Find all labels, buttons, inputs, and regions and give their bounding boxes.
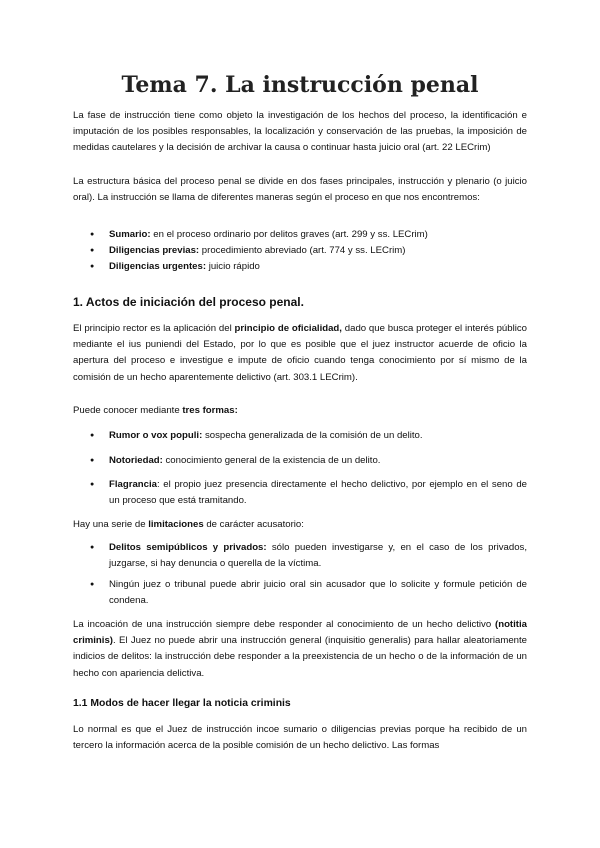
noticia-paragraph: Lo normal es que el Juez de instrucción incoe sumario o diligencias previas porque ha recibido de un tercero la información acerca de la posible comisión de un hecho delictivo. Las formas [73,724,527,752]
list-item: ● Rumor o vox populi: sospecha generalizada de la comisión de un delito. [90,428,527,444]
section-heading: 1. Actos de iniciación del proceso penal. [73,295,304,309]
structure-paragraph: La estructura básica del proceso penal se divide en dos fases principales, instrucción y plenario (o juicio oral). La instrucción se llama de diferentes maneras según el proceso en que nos encontremos: [73,176,527,204]
intro-paragraph: La fase de instrucción tiene como objeto la investigación de los hechos del proceso, la identificación e imputación de los posibles responsables, la localización y conservación de las pruebas, la imposición de medidas cautelares y la decisión de archivar la causa o continuar hasta juicio oral (art. 22 LECrim) [73,110,527,154]
list-item: ● Diligencias previas: procedimiento abreviado (art. 774 y ss. LECrim) [90,243,527,259]
list-item: ● Sumario: en el proceso ordinario por delitos graves (art. 299 y ss. LECrim) [90,227,527,243]
page-title: Tema 7. La instrucción penal [121,72,479,98]
subsection-heading: 1.1 Modos de hacer llegar la noticia criminis [73,698,291,709]
oficialidad-paragraph: El principio rector es la aplicación del principio de oficialidad, dado que busca proteger el interés público mediante el ius puniendi del Estado, por lo que es posible que el juez instructor acuerde de oficio la apertura del proceso e investigue e impute de oficio cuando tenga conocimiento por sí mismo de la comisión de un hecho aparentemente delictivo (art. 303.1 LECrim). [73,323,527,383]
list-item: ● Flagrancia: el propio juez presencia directamente el hecho delictivo, por ejemplo en el seno de un proceso que está tramitando. [90,477,527,509]
forms-intro: Puede conocer mediante tres formas: [73,405,238,416]
list-item: ● Notoriedad: conocimiento general de la existencia de un delito. [90,453,527,469]
list-item: ● Ningún juez o tribunal puede abrir juicio oral sin acusador que lo solicite y formule petición de condena. [90,577,527,609]
list-item: ● Delitos semipúblicos y privados: sólo pueden investigarse y, en el caso de los privados, juzgarse, si hay denuncia o querella de la víctima. [90,540,527,572]
list-item: ● Diligencias urgentes: juicio rápido [90,259,527,275]
incoacion-paragraph: La incoación de una instrucción siempre debe responder al conocimiento de un hecho delictivo (notitia criminis). El Juez no puede abrir una instrucción general (inquisitio generalis) para hallar aleatoriamente indicios de delitos: la instrucción debe responder a la preexistencia de un hecho o de la información de un hecho con apariencia delictiva. [73,619,527,679]
limits-intro: Hay una serie de limitaciones de carácter acusatorio: [73,519,304,530]
